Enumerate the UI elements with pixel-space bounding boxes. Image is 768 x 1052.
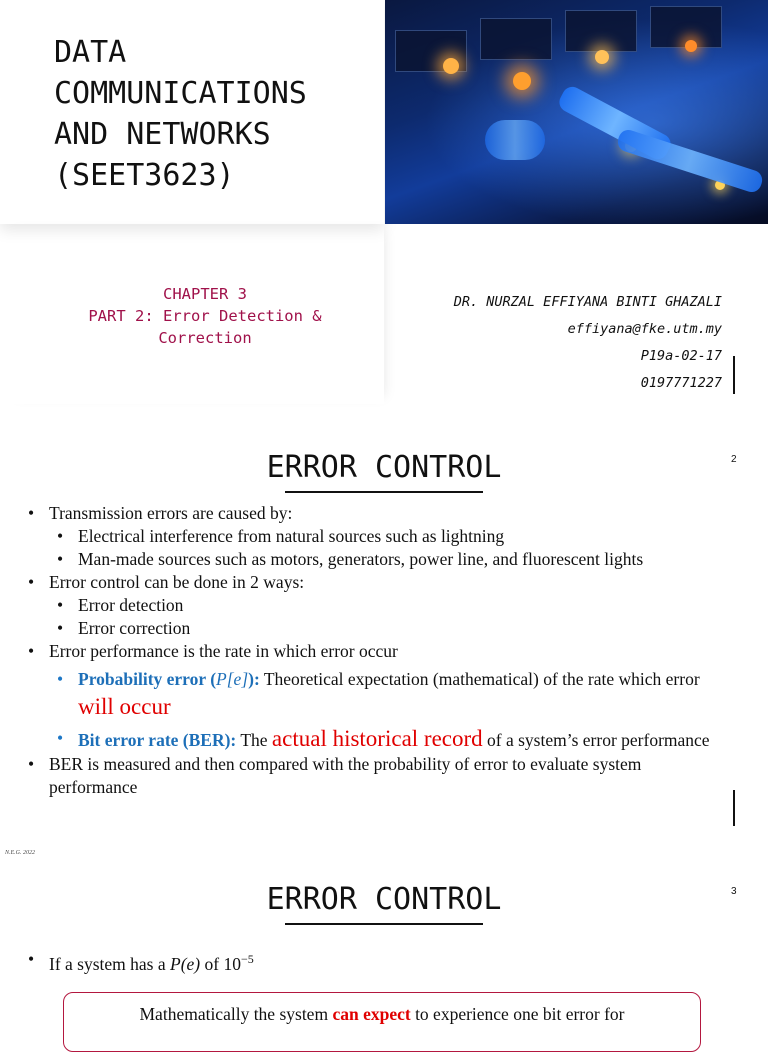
ber-term: Bit error rate (BER): (78, 730, 237, 750)
list-item: • Error performance is the rate in which error occur (28, 640, 728, 663)
author-info (454, 289, 722, 397)
author-phone: 0197771227 (640, 375, 722, 391)
network-cables-photo (385, 0, 768, 224)
slide-number: 3 (731, 886, 737, 897)
author-email: effiyana@fke.utm.my (567, 321, 722, 337)
list-item: • Error correction (28, 617, 728, 640)
title-panel (0, 0, 384, 224)
title-underline (285, 491, 483, 493)
chapter-heading (40, 283, 370, 349)
list-item: • Electrical interference from natural sources such as lightning (28, 525, 728, 548)
list-item (28, 948, 254, 976)
ethernet-cable (615, 127, 764, 194)
course-title-line: (SEET3623) (54, 158, 235, 193)
list-item-probability (28, 665, 728, 722)
list-item-ber (28, 726, 728, 753)
bullet-text: If a system has a (49, 953, 171, 974)
part-label: PART 2: Error Detection & (88, 307, 322, 325)
chapter-label: CHAPTER 3 (163, 285, 247, 303)
error-control-slide-2 (0, 866, 768, 1024)
callout-box (63, 992, 701, 1052)
course-title-line: COMMUNICATIONS (54, 76, 307, 111)
ethernet-plug (485, 120, 545, 160)
pe-symbol: P(e) (170, 953, 201, 974)
text-cursor (733, 356, 735, 394)
ber-text: The (236, 730, 272, 750)
list-item: • Error control can be done in 2 ways: (28, 571, 728, 594)
slide-title: ERROR CONTROL (266, 450, 502, 485)
author-room: P19a-02-17 (640, 348, 722, 364)
power-base: 10 (223, 953, 241, 974)
probability-text: Theoretical expectation (mathematical) of the rate which error (259, 669, 700, 689)
status-led (443, 58, 459, 74)
bullet-list (28, 502, 728, 799)
callout-emphasis: can expect (332, 1004, 411, 1024)
status-led (685, 40, 697, 52)
probability-symbol: P[e] (216, 669, 249, 689)
probability-term: Probability error ( (78, 669, 217, 689)
switch-port (565, 10, 637, 52)
author-name: DR. NURZAL EFFIYANA BINTI GHAZALI (453, 294, 722, 310)
status-led (513, 72, 531, 90)
slide-number: 2 (731, 454, 737, 465)
part-label-cont: Correction (158, 329, 252, 347)
power-exponent: −5 (240, 952, 254, 966)
ber-text-end: of a system’s error performance (482, 730, 710, 750)
callout-text-end: to experience one bit error for (410, 1004, 625, 1024)
list-item: • Transmission errors are caused by: (28, 502, 728, 525)
callout-text: Mathematically the system (139, 1004, 333, 1024)
text-cursor (733, 790, 735, 826)
bullet-text-mid: of (200, 953, 224, 974)
ber-emphasis: actual historical record (271, 726, 483, 751)
error-control-slide (0, 430, 768, 860)
probability-term-close: ): (248, 669, 260, 689)
slide-title: ERROR CONTROL (266, 882, 502, 917)
switch-port (480, 18, 552, 60)
status-led (595, 50, 609, 64)
title-slide (0, 0, 768, 420)
footer-initials: N.E.G. 2022 (5, 850, 35, 856)
course-title-line: AND NETWORKS (54, 117, 271, 152)
list-item: • Man-made sources such as motors, generators, power line, and fluorescent lights (28, 548, 728, 571)
list-item: • Error detection (28, 594, 728, 617)
probability-emphasis: will occur (78, 694, 171, 719)
course-title-line: DATA (54, 35, 127, 70)
list-item: • BER is measured and then compared with the probability of error to evaluate system performance (28, 753, 728, 799)
title-underline (285, 923, 483, 925)
course-title (54, 32, 307, 196)
